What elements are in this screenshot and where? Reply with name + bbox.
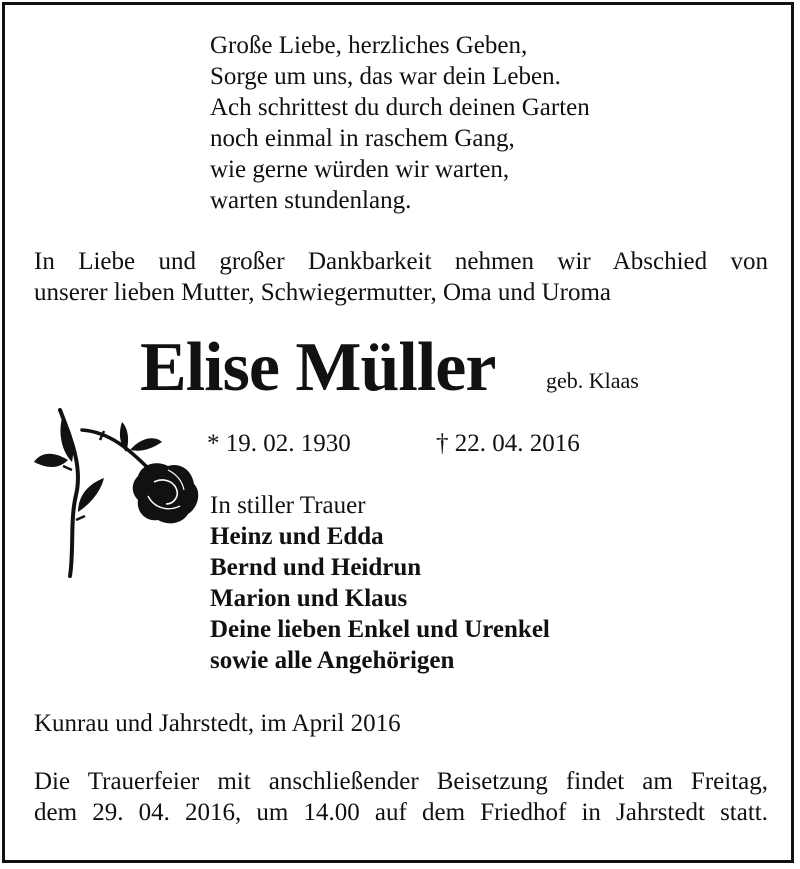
mourner-name: Marion und Klaus [210,585,408,612]
place-date: Kunrau und Jahrstedt, im April 2016 [34,710,401,737]
mourner-name: Heinz und Edda [210,523,384,550]
mourner-name: Deine lieben Enkel und Urenkel [210,616,550,643]
poem-line: noch einmal in raschem Gang, [210,125,515,152]
born-name: geb. Klaas [546,368,639,393]
mourner-name: sowie alle Angehörigen [210,647,455,674]
deceased-name: Elise Müller [140,329,496,406]
intro-line: unserer lieben Mutter, Schwiegermutter, Oma und Uroma [34,279,611,306]
mourners-list [210,490,550,676]
birth-date: * 19. 02. 1930 [207,430,351,457]
poem-line: Sorge um uns, das war dein Leben. [210,63,561,90]
poem-line: Ach schrittest du durch deinen Garten [210,94,590,121]
poem-line: wie gerne würden wir warten, [210,156,510,183]
intro-line: In Liebe und großer Dankbarkeit nehmen wir Abschied von [34,248,768,275]
poem-line: Große Liebe, herzliches Geben, [210,32,528,59]
funeral-line: dem 29. 04. 2016, um 14.00 auf dem Friedhof in Jahrstedt statt. [34,799,768,826]
mourners-heading: In stiller Trauer [210,492,366,519]
intro-text [34,246,768,308]
poem [210,30,590,216]
funeral-notice [34,766,768,828]
funeral-line: Die Trauerfeier mit anschließender Beisetzung findet am Freitag, [34,768,768,795]
death-date: † 22. 04. 2016 [436,430,580,457]
rose-icon [30,400,205,580]
mourner-name: Bernd und Heidrun [210,554,422,581]
poem-line: warten stundenlang. [210,187,412,214]
